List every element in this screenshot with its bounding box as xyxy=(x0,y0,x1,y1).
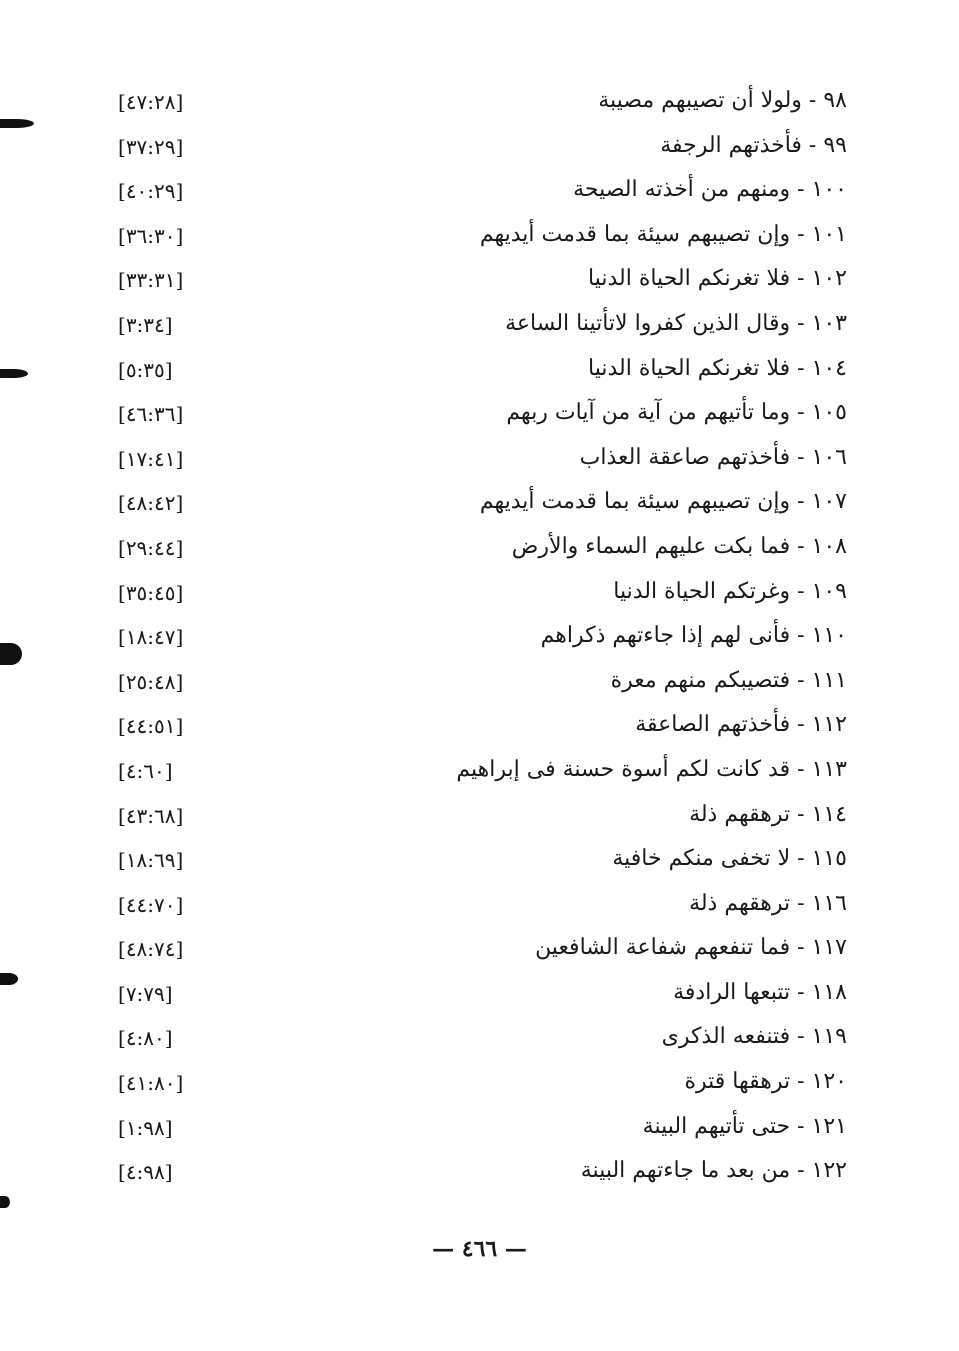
entry-text: ١٠٢ - فلا تغرنكم الحياة الدنيا xyxy=(588,266,847,292)
entries-list xyxy=(0,82,959,1197)
entry-text: ١١٣ - قد كانت لكم أسوة حسنة فى إبراهيم xyxy=(456,756,847,782)
entry-reference: [٢٩:٤٤] xyxy=(118,535,184,560)
entry-text: ١١٢ - فأخذتهم الصاعقة xyxy=(635,712,847,738)
entry-reference: [١٨:٤٧] xyxy=(118,625,184,650)
list-item xyxy=(0,1152,959,1197)
list-item xyxy=(0,706,959,751)
entry-reference: [٤:٦٠] xyxy=(118,758,173,783)
entry-reference: [١٧:٤١] xyxy=(118,446,184,471)
entry-text: ١١٤ - ترهقهم ذلة xyxy=(689,801,847,827)
list-item xyxy=(0,974,959,1019)
entry-reference: [٢٥:٤٨] xyxy=(118,669,184,694)
entry-reference: [١:٩٨] xyxy=(118,1115,173,1140)
list-item xyxy=(0,796,959,841)
entry-text: ١١٠ - فأنى لهم إذا جاءتهم ذكراهم xyxy=(540,623,847,649)
entry-reference: [١٨:٦٩] xyxy=(118,848,184,873)
entry-text: ١٠١ - وإن تصيبهم سيئة بما قدمت أيديهم xyxy=(479,221,847,247)
entry-reference: [٤٨:٤٢] xyxy=(118,491,184,516)
entry-text: ١١٨ - تتبعها الرادفة xyxy=(673,979,847,1005)
entry-text: ١٠٤ - فلا تغرنكم الحياة الدنيا xyxy=(588,355,847,381)
entry-reference: [٤:٩٨] xyxy=(118,1160,173,1185)
entry-reference: [٤٠:٢٩] xyxy=(118,179,184,204)
list-item xyxy=(0,528,959,573)
list-item xyxy=(0,662,959,707)
entry-reference: [٣٧:٢٩] xyxy=(118,134,184,159)
entry-reference: [٣٥:٤٥] xyxy=(118,580,184,605)
list-item xyxy=(0,1063,959,1108)
list-item xyxy=(0,483,959,528)
list-item xyxy=(0,1018,959,1063)
list-item xyxy=(0,82,959,127)
entry-text: ١١٧ - فما تنفعهم شفاعة الشافعين xyxy=(535,935,847,961)
entry-text: ١٢٠ - ترهقها قترة xyxy=(684,1069,847,1095)
list-item xyxy=(0,1108,959,1153)
entry-reference: [٤٤:٥١] xyxy=(118,714,184,739)
list-item xyxy=(0,840,959,885)
page-number: — ٤٦٦ — xyxy=(432,1236,527,1262)
entry-reference: [٤٨:٧٤] xyxy=(118,937,184,962)
entry-text: ١١٦ - ترهقهم ذلة xyxy=(689,890,847,916)
entry-reference: [٤٤:٧٠] xyxy=(118,892,184,917)
entry-text: ١٠٦ - فأخذتهم صاعقة العذاب xyxy=(579,444,847,470)
entry-reference: [٤٣:٦٨] xyxy=(118,803,184,828)
entry-reference: [٥:٣٥] xyxy=(118,357,173,382)
entry-text: ١١٥ - لا تخفى منكم خافية xyxy=(612,846,847,872)
entry-text: ١٠٠ - ومنهم من أخذته الصيحة xyxy=(573,177,847,203)
entry-reference: [٣:٣٤] xyxy=(118,312,173,337)
entry-text: ١٠٧ - وإن تصيبهم سيئة بما قدمت أيديهم xyxy=(479,489,847,515)
list-item xyxy=(0,439,959,484)
entry-text: ١٢٢ - من بعد ما جاءتهم البينة xyxy=(580,1158,847,1184)
entry-reference: [٤٦:٣٦] xyxy=(118,402,184,427)
margin-mark xyxy=(0,1196,10,1208)
entry-reference: [٤١:٨٠] xyxy=(118,1071,184,1096)
list-item xyxy=(0,394,959,439)
entry-reference: [٤٧:٢٨] xyxy=(118,90,184,114)
entry-text: ١١٩ - فتنفعه الذكرى xyxy=(661,1024,847,1050)
list-item xyxy=(0,260,959,305)
list-item xyxy=(0,127,959,172)
list-item xyxy=(0,216,959,261)
entry-text: ١١١ - فتصيبكم منهم معرة xyxy=(610,667,847,693)
list-item xyxy=(0,617,959,662)
list-item xyxy=(0,751,959,796)
entry-reference: [٧:٧٩] xyxy=(118,981,173,1006)
list-item xyxy=(0,573,959,618)
list-item xyxy=(0,350,959,395)
entry-text: ٩٨ - ولولا أن تصيبهم مصيبة xyxy=(598,88,847,113)
entry-text: ١٠٨ - فما بكت عليهم السماء والأرض xyxy=(511,533,847,559)
entry-reference: [٣٦:٣٠] xyxy=(118,223,184,248)
list-item xyxy=(0,171,959,216)
list-item xyxy=(0,929,959,974)
entry-text: ١٠٥ - وما تأتيهم من آية من آيات ربهم xyxy=(506,400,847,426)
entry-text: ١٠٣ - وقال الذين كفروا لاتأتينا الساعة xyxy=(505,310,847,336)
entry-text: ١٠٩ - وغرتكم الحياة الدنيا xyxy=(613,578,847,604)
list-item xyxy=(0,885,959,930)
entry-reference: [٤:٨٠] xyxy=(118,1026,173,1051)
entry-text: ١٢١ - حتى تأتيهم البينة xyxy=(642,1113,847,1139)
entry-reference: [٣٣:٣١] xyxy=(118,268,184,293)
list-item xyxy=(0,305,959,350)
entry-text: ٩٩ - فأخذتهم الرجفة xyxy=(660,132,847,158)
